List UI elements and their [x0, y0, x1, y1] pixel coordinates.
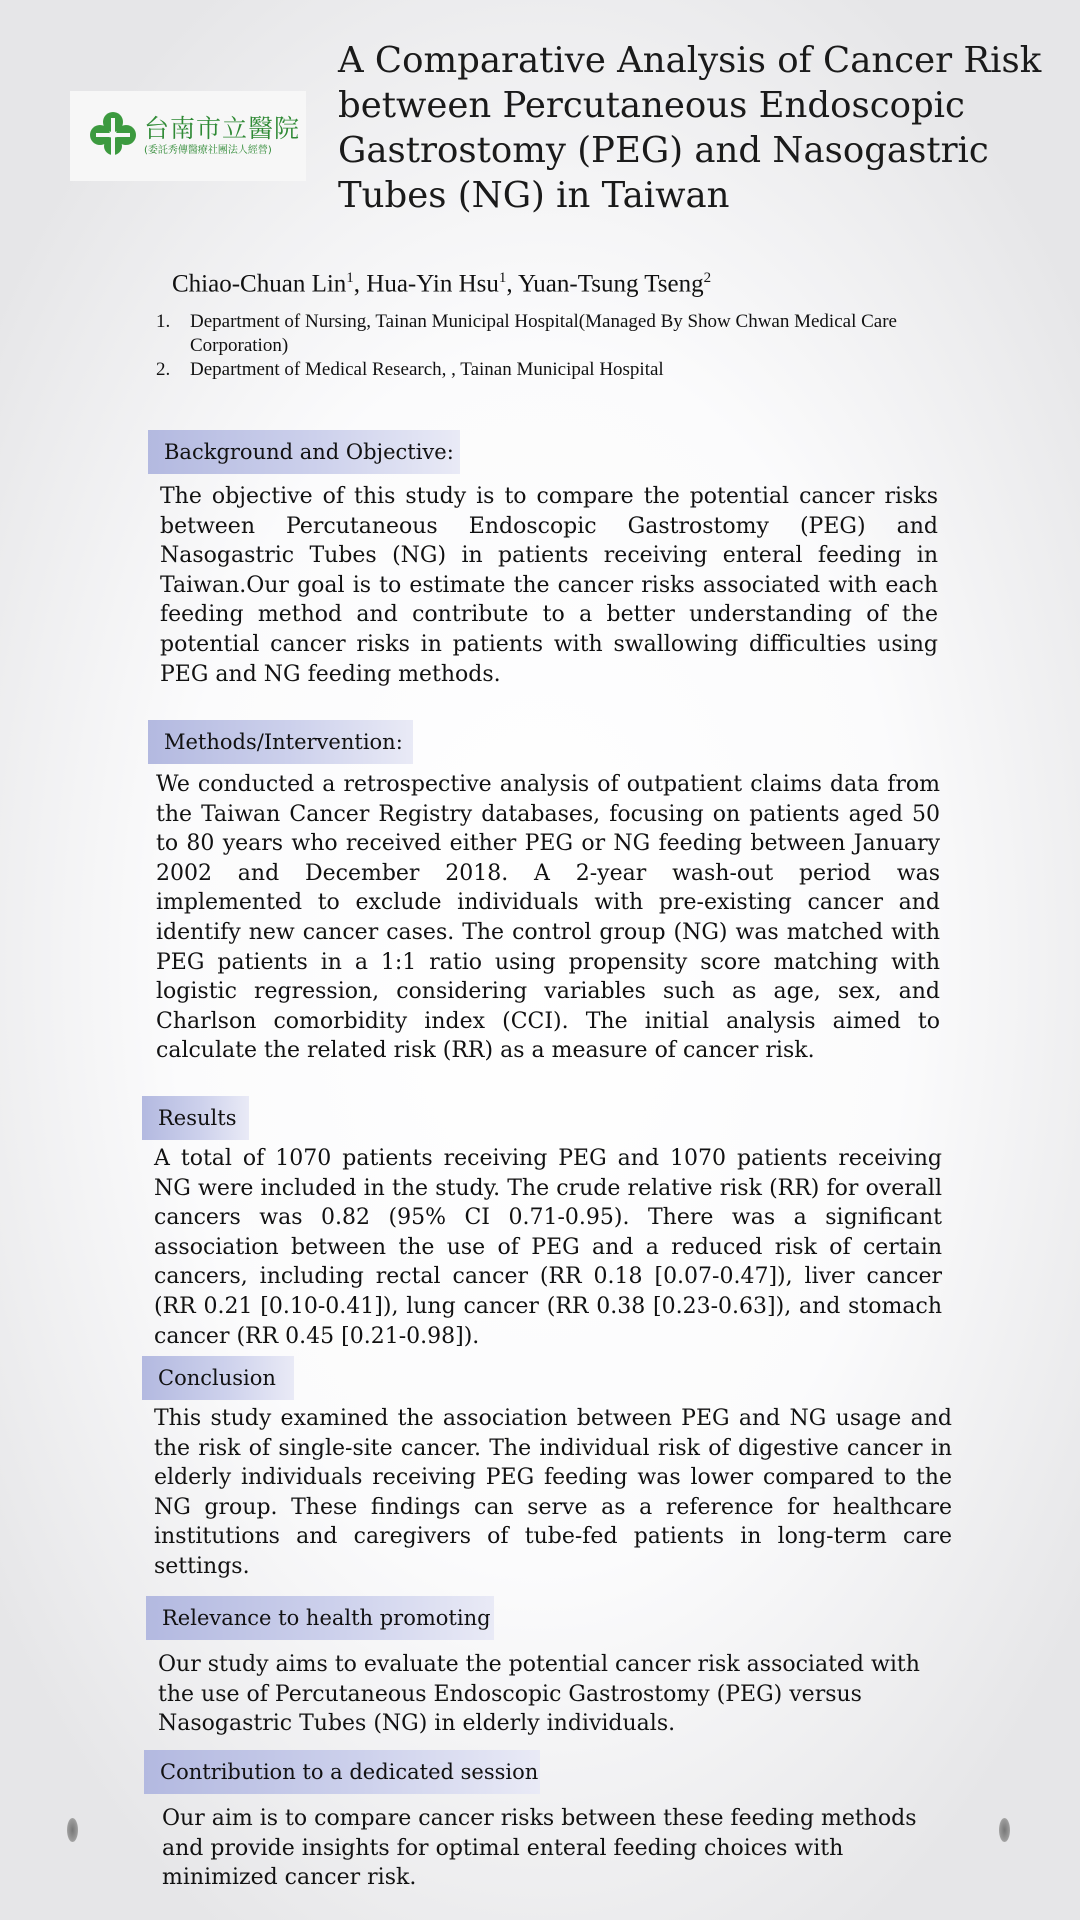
left-decorative-dot — [67, 1818, 78, 1842]
author-name: Yuan-Tsung Tseng — [518, 270, 704, 298]
affiliation-item — [156, 358, 946, 382]
author-list: Chiao-Chuan Lin$^1$, Hua-Yin Hsu$^1$, Yuan-Tsung Tseng$^2$ — [172, 270, 712, 298]
methods-body: We conducted a retrospective analysis of outpatient claims data from the Taiwan Cancer Registry databases, focusing on patients aged 50 to 80 years who received either PEG or NG feeding between January 2002 and December 2018. A 2-year wash-out period was implemented to exclude individuals with pre-existing cancer and identify new cancer cases. The control group (NG) was matched with PEG patients in a 1:1 ratio using propensity score matching with logistic regression, considering variables such as age, sex, and Charlson comorbidity index (CCI). The initial analysis aimed to calculate the related risk (RR) as a measure of cancer risk. — [156, 772, 940, 1064]
affiliation-item — [156, 310, 946, 358]
affiliation-text: Department of Nursing, Tainan Municipal Hospital(Managed By Show Chwan Medical Care Corporation) — [190, 311, 897, 356]
contribution-heading: Contribution to a dedicated session — [144, 1750, 540, 1794]
right-decorative-dot — [999, 1818, 1010, 1842]
conclusion-heading: Conclusion — [142, 1356, 294, 1400]
relevance-body: Our study aims to evaluate the potential cancer risk associated with the use of Percutaneous Endoscopic Gastrostomy (PEG) versus Nasogastric Tubes (NG) in elderly individuals. — [158, 1652, 920, 1737]
conclusion-body: This study examined the association between PEG and NG usage and the risk of single-site cancer. The individual risk of digestive cancer in elderly individuals receiving PEG feeding was lower compared to the NG group. These findings can serve as a reference for healthcare institutions and caregivers of tube-fed patients in long-term care settings. — [154, 1406, 952, 1579]
affiliation-list — [156, 310, 946, 382]
contribution-body: Our aim is to compare cancer risks between these feeding methods and provide insights for optimal enteral feeding choices with minimized cancer risk. — [162, 1806, 917, 1891]
results-body: A total of 1070 patients receiving PEG and 1070 patients receiving NG were included in the study. The crude relative risk (RR) for overall cancers was 0.82 (95% CI 0.71-0.95). There was a significant association between the use of PEG and a reduced risk of certain cancers, including rectal cancer (RR 0.18 [0.07-0.47]), liver cancer (RR 0.21 [0.10-0.41]), lung cancer (RR 0.38 [0.23-0.63]), and stomach cancer (RR 0.45 [0.21-0.98]). — [154, 1146, 942, 1349]
author-affiliation-sup: 1 — [498, 270, 507, 286]
results-heading: Results — [142, 1096, 249, 1140]
affiliation-number: 2. — [156, 359, 171, 380]
affiliation-text: Department of Medical Research, , Tainan Municipal Hospital — [190, 359, 664, 380]
author-affiliation-sup: 2 — [703, 270, 712, 286]
clover-logo-icon — [88, 108, 138, 164]
hospital-logo — [70, 91, 306, 181]
author-affiliation-sup: 1 — [346, 270, 354, 286]
poster-title: A Comparative Analysis of Cancer Risk between Percutaneous Endoscopic Gastrostomy (PEG) and Nasogastric Tubes (NG) in Taiwan — [338, 40, 1042, 216]
logo-subtitle: (委託秀傳醫療社團法人經營) — [144, 145, 272, 156]
logo-name: 台南市立醫院 — [144, 114, 301, 143]
methods-heading: Methods/Intervention: — [148, 720, 413, 764]
affiliation-number: 1. — [156, 311, 171, 332]
author-name: Hua-Yin Hsu — [366, 270, 499, 298]
relevance-heading: Relevance to health promoting — [146, 1596, 494, 1640]
background-body: The objective of this study is to compare the potential cancer risks between Percutaneous Endoscopic Gastrostomy (PEG) and Nasogastric Tubes (NG) in patients receiving enteral feeding in Taiwan.Our goal is to estimate the cancer risks associated with each feeding method and contribute to a better understanding of the potential cancer risks in patients with swallowing difficulties using PEG and NG feeding methods. — [160, 484, 938, 687]
author-name: Chiao-Chuan Lin — [172, 270, 347, 298]
background-heading: Background and Objective: — [148, 430, 460, 474]
